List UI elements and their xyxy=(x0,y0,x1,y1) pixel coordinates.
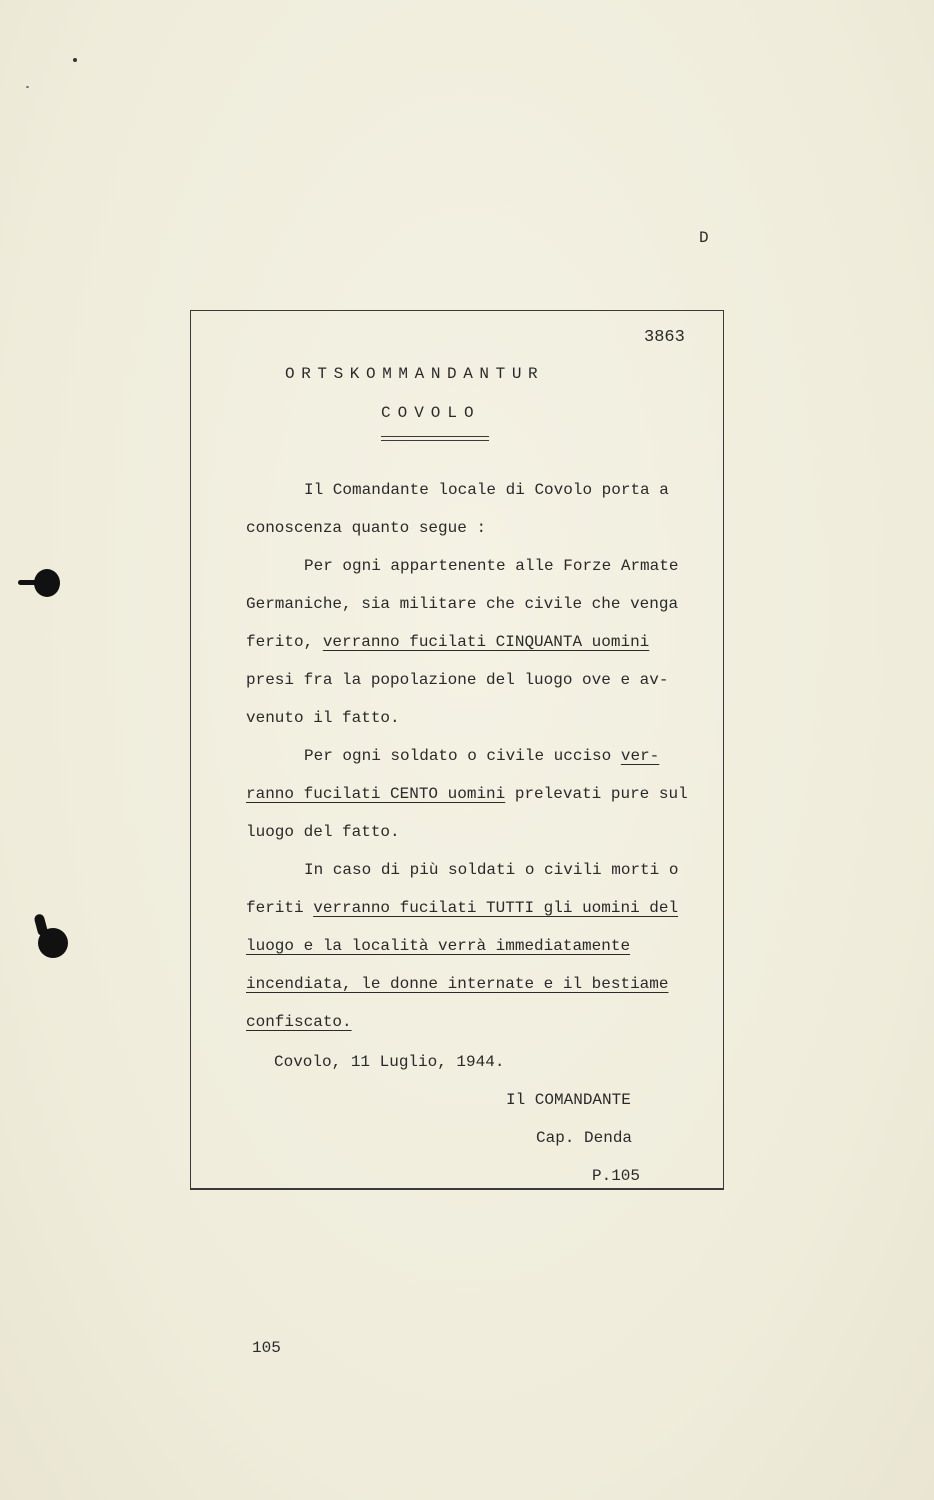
text-line xyxy=(304,748,659,764)
text-line: Il Comandante locale di Covolo porta a xyxy=(304,481,669,499)
document-number: 3863 xyxy=(644,328,685,347)
notice-box xyxy=(190,310,724,1190)
text-segment: Per ogni soldato o civile ucciso xyxy=(304,747,621,765)
signer-name: Cap. Denda xyxy=(536,1129,633,1147)
underlined-text: ver- xyxy=(620,747,660,765)
date-line: Covolo, 11 Luglio, 1944. xyxy=(274,1053,505,1071)
text-segment: feriti xyxy=(246,899,314,917)
underlined-text: ranno fucilati CENTO uomini xyxy=(246,785,506,803)
text-line: Per ogni appartenente alle Forze Armate xyxy=(304,557,679,575)
underlined-text-line: luogo e la località verrà immediatamente xyxy=(246,937,631,955)
text-line: Germaniche, sia militare che civile che venga xyxy=(246,595,679,613)
signoff-title: Il COMANDANTE xyxy=(506,1091,631,1109)
heading-rule xyxy=(381,436,489,437)
ink-speck xyxy=(73,58,77,62)
text-line: luogo del fatto. xyxy=(246,823,400,841)
footer-page-number: 105 xyxy=(252,1339,281,1357)
underlined-text: verranno fucilati CINQUANTA uomini xyxy=(322,633,650,651)
notice-subheading: COVOLO xyxy=(381,404,481,422)
text-line: conoscenza quanto segue : xyxy=(246,519,487,537)
notice-heading: ORTSKOMMANDANTUR xyxy=(285,365,545,383)
underlined-text-line: incendiata, le donne internate e il bestiame xyxy=(246,975,669,993)
underlined-text: verranno fucilati TUTTI gli uomini del xyxy=(313,899,679,917)
text-line: In caso di più soldati o civili morti o xyxy=(304,861,679,879)
text-line xyxy=(246,900,678,916)
text-segment: ferito, xyxy=(246,633,323,651)
text-line: venuto il fatto. xyxy=(246,709,400,727)
underlined-text-line: confiscato. xyxy=(246,1013,352,1031)
text-segment: prelevati pure sul xyxy=(505,785,688,803)
corner-letter: D xyxy=(699,229,709,247)
text-line: presi fra la popolazione del luogo ove e av- xyxy=(246,671,669,689)
text-line xyxy=(246,634,649,650)
page-reference: P.105 xyxy=(592,1167,641,1185)
text-line xyxy=(246,786,688,802)
punch-hole xyxy=(34,569,60,597)
ink-speck xyxy=(26,86,29,88)
punch-hole xyxy=(38,928,68,958)
heading-rule xyxy=(381,440,489,441)
